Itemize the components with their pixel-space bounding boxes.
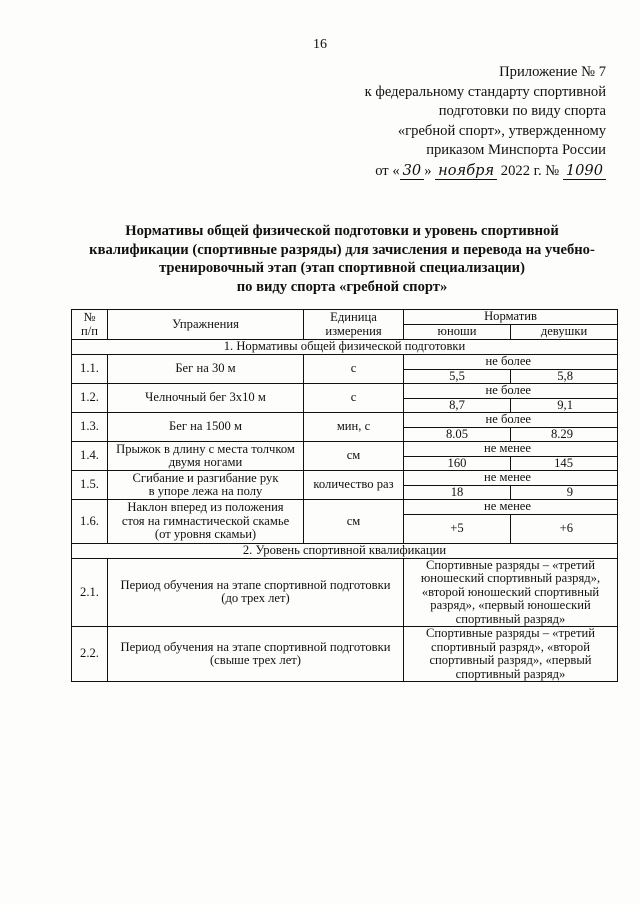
training-period: Период обучения на этапе спортивной подготовки (до трех лет): [108, 558, 404, 627]
norm-condition: не менее: [404, 471, 618, 486]
exercise-name: Бег на 30 м: [108, 355, 304, 384]
appendix-line-4: «гребной спорт», утвержденному: [397, 122, 606, 139]
title-line-4: по виду спорта «гребной спорт»: [236, 278, 448, 295]
boys-value: +5: [404, 514, 511, 543]
girls-value: 8.29: [511, 427, 618, 442]
boys-value: 8,7: [404, 398, 511, 413]
title-line-3: тренировочный этап (этап спортивной специализации): [159, 260, 525, 276]
section-2-row: [72, 543, 618, 558]
row-number: 1.1.: [72, 355, 108, 384]
col-unit-header: Единица измерения: [304, 310, 404, 340]
title-line-1: Нормативы общей физической подготовки и уровень спортивной: [125, 223, 559, 239]
section-1-row: [72, 340, 618, 355]
unit-cell: см: [304, 442, 404, 471]
girls-value: 5,8: [511, 369, 618, 384]
exercise-name: Бег на 1500 м: [108, 413, 304, 442]
sport-ranks: Спортивные разряды – «третий юношеский спортивный разряд», «второй юношеский спортивный разряд», «первый юношеский спортивный разряд»: [404, 558, 618, 627]
qualification-row: [72, 558, 618, 627]
header-row-1: [72, 310, 618, 325]
row-number: 2.2.: [72, 627, 108, 682]
date-year: 2022 г. №: [500, 162, 560, 179]
girls-value: 9,1: [511, 398, 618, 413]
appendix-line-3: подготовки по виду спорта: [438, 103, 606, 119]
appendix-block: [330, 63, 606, 181]
appendix-line-1: Приложение № 7: [499, 64, 606, 80]
date-prefix: от «: [375, 162, 400, 179]
boys-value: 160: [404, 456, 511, 471]
document-title: [72, 222, 612, 296]
table-row: [72, 384, 618, 399]
row-number: 2.1.: [72, 558, 108, 627]
boys-value: 8.05: [404, 427, 511, 442]
standards-table: [71, 309, 618, 682]
boys-value: 18: [404, 485, 511, 500]
title-line-2: квалификации (спортивные разряды) для зачисления и перевода на учебно-: [89, 241, 595, 258]
exercise-name: Прыжок в длину с места толчком двумя ногами: [108, 442, 304, 471]
unit-cell: с: [304, 384, 404, 413]
col-exercise-header: Упражнения: [108, 310, 304, 340]
norm-condition: не менее: [404, 500, 618, 515]
col-num-header: № п/п: [72, 310, 108, 340]
unit-cell: см: [304, 500, 404, 544]
row-number: 1.5.: [72, 471, 108, 500]
qualification-row: [72, 627, 618, 682]
table-row: [72, 413, 618, 428]
norm-condition: не более: [404, 384, 618, 399]
date-month: ноября: [435, 162, 497, 180]
appendix-line-5: приказом Минспорта России: [426, 142, 606, 158]
norm-condition: не более: [404, 355, 618, 370]
col-girls-header: девушки: [511, 325, 618, 340]
section-2-title: 2. Уровень спортивной квалификации: [72, 543, 618, 558]
norm-condition: не более: [404, 413, 618, 428]
girls-value: 9: [511, 485, 618, 500]
row-number: 1.2.: [72, 384, 108, 413]
date-day: 30: [400, 162, 425, 180]
appendix-line-2: к федеральному стандарту спортивной: [364, 83, 606, 100]
section-1-title: 1. Нормативы общей физической подготовки: [72, 340, 618, 355]
page-number: 16: [313, 37, 327, 52]
girls-value: +6: [511, 514, 618, 543]
sport-ranks: Спортивные разряды – «третий спортивный разряд», «второй спортивный разряд», «первый спортивный разряд»: [404, 627, 618, 682]
boys-value: 5,5: [404, 369, 511, 384]
row-number: 1.6.: [72, 500, 108, 544]
table-row: [72, 500, 618, 515]
appendix-date-line: [330, 161, 606, 182]
unit-cell: с: [304, 355, 404, 384]
exercise-name: Наклон вперед из положения стоя на гимнастической скамье (от уровня скамьи): [108, 500, 304, 544]
training-period: Период обучения на этапе спортивной подготовки (свыше трех лет): [108, 627, 404, 682]
exercise-name: Сгибание и разгибание рук в упоре лежа на полу: [108, 471, 304, 500]
table-row: [72, 442, 618, 457]
row-number: 1.3.: [72, 413, 108, 442]
row-number: 1.4.: [72, 442, 108, 471]
table-row: [72, 471, 618, 486]
unit-cell: количество раз: [304, 471, 404, 500]
col-boys-header: юноши: [404, 325, 511, 340]
norm-condition: не менее: [404, 442, 618, 457]
girls-value: 145: [511, 456, 618, 471]
unit-cell: мин, с: [304, 413, 404, 442]
table-row: [72, 355, 618, 370]
exercise-name: Челночный бег 3х10 м: [108, 384, 304, 413]
col-norm-header: Норматив: [404, 310, 618, 325]
table-body: [72, 310, 618, 682]
date-mid: »: [424, 162, 432, 179]
order-number: 1090: [563, 162, 606, 180]
